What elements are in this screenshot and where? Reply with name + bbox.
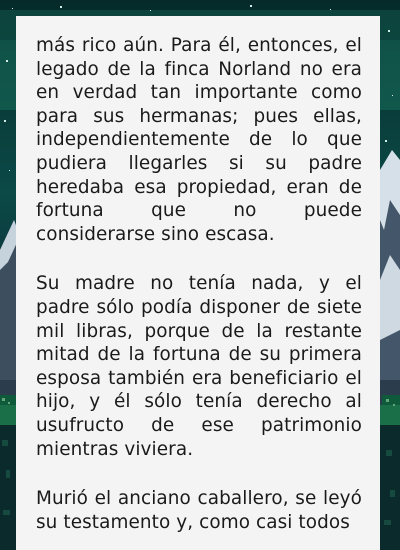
paragraph-2: Su madre no tenía nada, y el padre sólo podía disponer de siete mil libras, porque de la restante mitad de la fortuna de su primera esposa también era beneficiario el hijo, y él sólo tenía derecho al usufructo de ese patrimonio mientras viviera.: [36, 273, 362, 460]
reading-panel: [16, 16, 380, 550]
paragraph-3: Murió el anciano caballero, se leyó su testamento y, como casi todos: [36, 488, 362, 533]
paragraph-1: más rico aún. Para él, entonces, el legado de la finca Norland no era en verdad tan importante como para sus hermanas; pues ellas, independientemente de lo que pudiera llegarles si su padre heredaba esa propiedad, eran de fortuna que no puede considerarse sino escasa.: [36, 35, 362, 245]
